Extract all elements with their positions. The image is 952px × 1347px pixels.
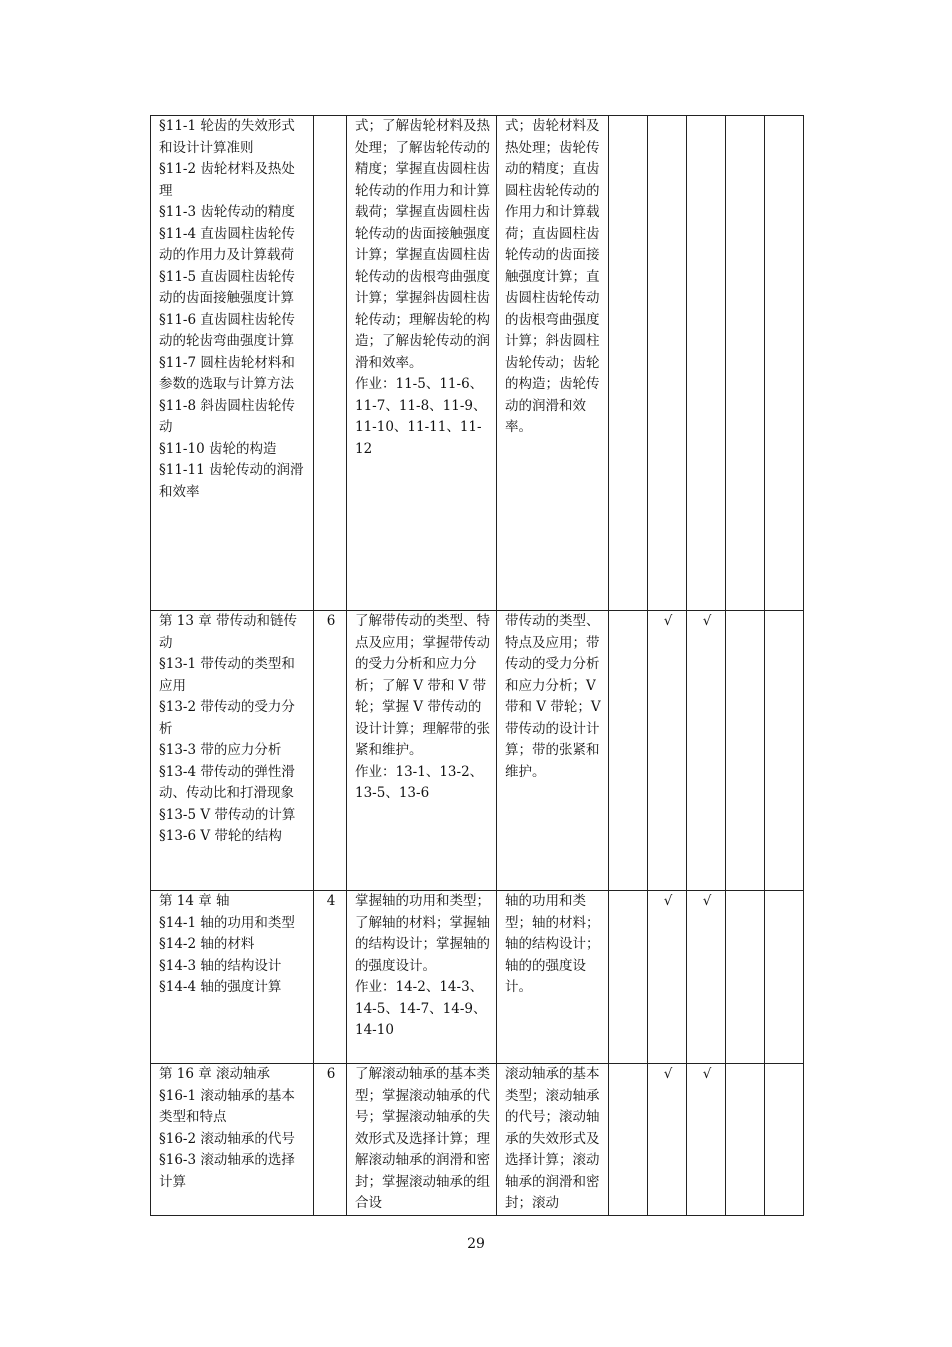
requirements-cell [347, 1064, 497, 1216]
topic-line: §11-5 直齿圆柱齿轮传动的齿面接触强度计算 [159, 268, 295, 306]
check-cell [765, 116, 804, 611]
key-points-cell: 式；齿轮材料及热处理；齿轮传动的精度；直齿圆柱齿轮传动的作用力和计算载荷；直齿圆柱齿轮传动的齿面接触强度计算；直齿圆柱齿轮传动的齿根弯曲强度计算；斜齿圆柱齿轮传动；齿轮的构造；齿轮传动的润滑和效率。 [497, 116, 609, 611]
key-points-cell: 带传动的类型、特点及应用；带传动的受力分析和应力分析；V 带和 V 带轮；V 带传动的设计计算；带的张紧和维护。 [497, 611, 609, 891]
check-cell: √ [687, 891, 726, 1064]
check-cell [648, 116, 687, 611]
topic-line: §14-3 轴的结构设计 [159, 957, 282, 974]
topic-line: §11-4 直齿圆柱齿轮传动的作用力及计算载荷 [159, 225, 295, 263]
topic-line: §11-8 斜齿圆柱齿轮传动 [159, 397, 295, 435]
topics-cell [151, 1064, 314, 1216]
topic-line: §11-10 齿轮的构造 [159, 440, 277, 457]
requirement-text: 了解滚动轴承的基本类型；掌握滚动轴承的代号；掌握滚动轴承的失效形式及选择计算；理解滚动轴承的润滑和密封；掌握滚动轴承的组合设 [355, 1066, 490, 1211]
requirements-cell [347, 116, 497, 611]
requirement-text: 掌握轴的功用和类型；了解轴的材料；掌握轴的结构设计；掌握轴的的强度设计。 [355, 893, 490, 974]
key-points-cell: 轴的功用和类型；轴的材料；轴的结构设计；轴的的强度设计。 [497, 891, 609, 1064]
check-cell: √ [687, 1064, 726, 1216]
topic-line: §14-2 轴的材料 [159, 936, 255, 952]
hours-cell: 4 [314, 891, 347, 1064]
check-cell [687, 116, 726, 611]
homework-text: 作业：11-5、11-6、11-7、11-8、11-9、11-10、11-11、11-12 [355, 376, 487, 457]
topics-cell [151, 611, 314, 891]
hours-cell: 6 [314, 611, 347, 891]
topic-line: §13-1 带传动的类型和应用 [159, 656, 295, 694]
topic-line: §14-1 轴的功用和类型 [159, 914, 295, 931]
check-cell [609, 891, 648, 1064]
topic-line: §11-1 轮齿的失效形式和设计计算准则 [159, 118, 295, 156]
check-cell [726, 611, 765, 891]
topic-line: 第 14 章 轴 [159, 893, 230, 909]
homework-text: 作业：13-1、13-2、13-5、13-6 [355, 763, 484, 801]
topics-cell [151, 116, 314, 611]
check-cell [765, 611, 804, 891]
table-row [151, 891, 804, 1064]
check-cell [726, 891, 765, 1064]
requirement-text: 了解带传动的类型、特点及应用；掌握带传动的受力分析和应力分析；了解 V 带和 V 带轮；掌握 V 带传动的设计计算；理解带的张紧和维护。 [355, 613, 490, 758]
topic-line: §13-6 V 带轮的结构 [159, 828, 282, 844]
check-cell: √ [687, 611, 726, 891]
homework-text: 作业：14-2、14-3、14-5、14-7、14-9、14-10 [355, 979, 487, 1038]
check-cell [765, 1064, 804, 1216]
check-cell [765, 891, 804, 1064]
topic-line: §11-3 齿轮传动的精度 [159, 204, 295, 220]
key-points-cell: 滚动轴承的基本类型；滚动轴承的代号；滚动轴承的失效形式及选择计算；滚动轴承的润滑和密封；滚动 [497, 1064, 609, 1216]
topic-line: §11-11 齿轮传动的润滑和效率 [159, 462, 304, 500]
check-cell [609, 611, 648, 891]
requirements-cell [347, 891, 497, 1064]
check-cell: √ [648, 611, 687, 891]
topic-line: §11-2 齿轮材料及热处理 [159, 161, 295, 199]
check-cell: √ [648, 1064, 687, 1216]
topic-line: 第 13 章 带传动和链传动 [159, 613, 298, 651]
topic-line: §13-5 V 带传动的计算 [159, 806, 296, 823]
topic-line: 第 16 章 滚动轴承 [159, 1066, 271, 1082]
check-cell: √ [648, 891, 687, 1064]
topic-line: §14-4 轴的强度计算 [159, 979, 282, 995]
requirement-text: 式；了解齿轮材料及热处理；了解齿轮传动的精度；掌握直齿圆柱齿轮传动的作用力和计算载荷；掌握直齿圆柱齿轮传动的齿面接触强度计算；掌握直齿圆柱齿轮传动的齿根弯曲强度计算；掌握斜齿圆柱齿轮传动；理解齿轮的构造；了解齿轮传动的润滑和效率。 [355, 118, 490, 371]
check-cell [609, 1064, 648, 1216]
check-cell [609, 116, 648, 611]
table-row [151, 116, 804, 611]
topic-line: §11-7 圆柱齿轮材料和参数的选取与计算方法 [159, 354, 295, 392]
topic-line: §13-2 带传动的受力分析 [159, 699, 295, 737]
check-cell [726, 116, 765, 611]
requirements-cell [347, 611, 497, 891]
topics-cell [151, 891, 314, 1064]
table-row [151, 611, 804, 891]
hours-cell: 6 [314, 1064, 347, 1216]
topic-line: §13-4 带传动的弹性滑动、传动比和打滑现象 [159, 763, 295, 801]
topic-line: §16-2 滚动轴承的代号 [159, 1130, 295, 1147]
topic-line: §11-6 直齿圆柱齿轮传动的轮齿弯曲强度计算 [159, 311, 295, 349]
check-cell [726, 1064, 765, 1216]
topic-line: §16-1 滚动轴承的基本类型和特点 [159, 1087, 295, 1125]
topic-line: §16-3 滚动轴承的选择计算 [159, 1152, 295, 1190]
table-row [151, 1064, 804, 1216]
topic-line: §13-3 带的应力分析 [159, 742, 282, 758]
hours-cell [314, 116, 347, 611]
syllabus-table [150, 115, 804, 1216]
page-number: 29 [467, 1236, 485, 1252]
